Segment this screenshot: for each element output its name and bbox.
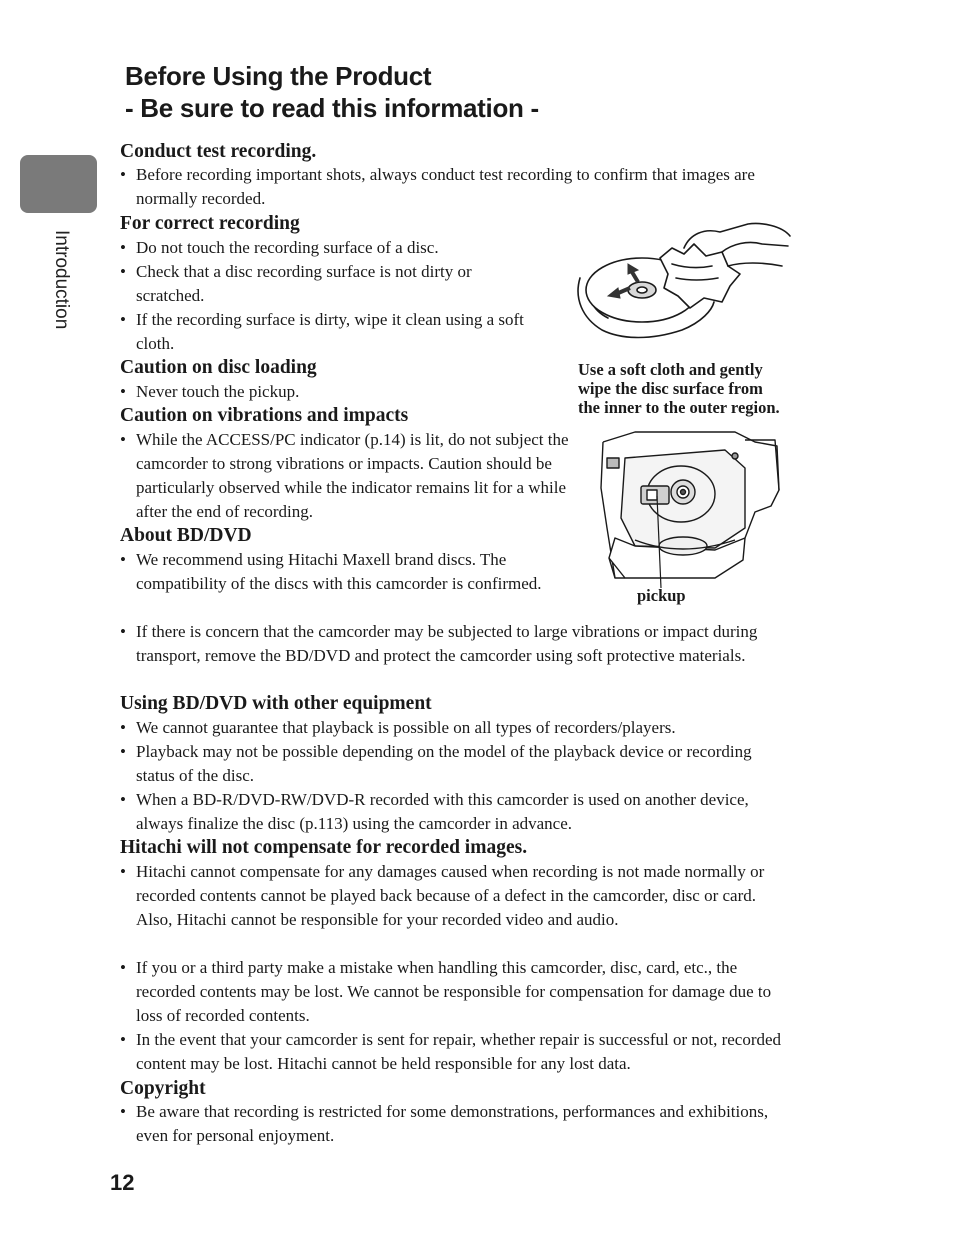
- bullet-item: • If the recording surface is dirty, wipe it clean using a soft cloth.: [120, 310, 524, 353]
- bullet-item: • While the ACCESS/PC indicator (p.14) is lit, do not subject the camcorder to strong vibrations or impacts. Caution should be particularly observed while the indicator remains lit for a while after the end of recording.: [120, 430, 569, 521]
- bullet-item: • If there is concern that the camcorder may be subjected to large vibrations or impact during transport, remove the BD/DVD and protect the camcorder using soft protective materials.: [120, 622, 758, 665]
- heading-other-equipment: Using BD/DVD with other equipment: [120, 693, 432, 714]
- wipe-caption: Use a soft cloth and gently wipe the disc surface from the inner to the outer region.: [578, 360, 780, 417]
- heading-copyright: Copyright: [120, 1078, 206, 1099]
- heading-hitachi-compensation: Hitachi will not compensate for recorded images.: [120, 837, 528, 858]
- page-number: 12: [110, 1170, 135, 1195]
- disc-wiping-illustration: [572, 218, 797, 348]
- bullet-item: • Hitachi cannot compensate for any damages caused when recording is not made normally or recorded contents cannot be played back because of a defect in the camcorder, disc or card. Also, Hitachi cannot be responsible for your recorded video and audio.: [120, 862, 765, 929]
- heading-bd-dvd: About BD/DVD: [120, 525, 252, 546]
- bullet-item: • We cannot guarantee that playback is possible on all types of recorders/players.: [120, 718, 676, 737]
- bullet-item: • Do not touch the recording surface of a disc.: [120, 238, 439, 257]
- bullet-item: • When a BD-R/DVD-RW/DVD-R recorded with this camcorder is used on another device, always finalize the disc (p.113) using the camcorder in advance.: [120, 790, 749, 833]
- chapter-tab: [20, 155, 97, 213]
- bullet-item: • Playback may not be possible depending on the model of the playback device or recording status of the disc.: [120, 742, 752, 785]
- page-title: [125, 60, 539, 124]
- bullet-item: • In the event that your camcorder is sent for repair, whether repair is successful or not, recorded content may be lost. Hitachi cannot be held responsible for any lost data.: [120, 1030, 782, 1073]
- bullet-item: • Never touch the pickup.: [120, 382, 300, 401]
- title-line-2: - Be sure to read this information -: [125, 93, 539, 123]
- bullet-item: • If you or a third party make a mistake when handling this camcorder, disc, card, etc., the recorded contents may be lost. We cannot be responsible for compensation for damage due to loss of recorded contents.: [120, 958, 772, 1025]
- chapter-label: Introduction: [51, 230, 72, 330]
- bullet-item: • Check that a disc recording surface is not dirty or scratched.: [120, 262, 472, 305]
- title-line-1: Before Using the Product: [125, 61, 432, 91]
- bullet-item: • Be aware that recording is restricted for some demonstrations, performances and exhibitions, even for personal enjoyment.: [120, 1102, 769, 1145]
- camcorder-pickup-illustration: [595, 428, 783, 608]
- heading-disc-loading: Caution on disc loading: [120, 357, 317, 378]
- heading-vibrations: Caution on vibrations and impacts: [120, 405, 409, 426]
- pickup-label: pickup: [637, 586, 686, 605]
- heading-correct-recording: For correct recording: [120, 213, 300, 234]
- heading-test-recording: Conduct test recording.: [120, 141, 317, 162]
- bullet-item: • We recommend using Hitachi Maxell brand discs. The compatibility of the discs with this camcorder is confirmed.: [120, 550, 542, 593]
- bullet-item: • Before recording important shots, always conduct test recording to confirm that images are normally recorded.: [120, 165, 755, 208]
